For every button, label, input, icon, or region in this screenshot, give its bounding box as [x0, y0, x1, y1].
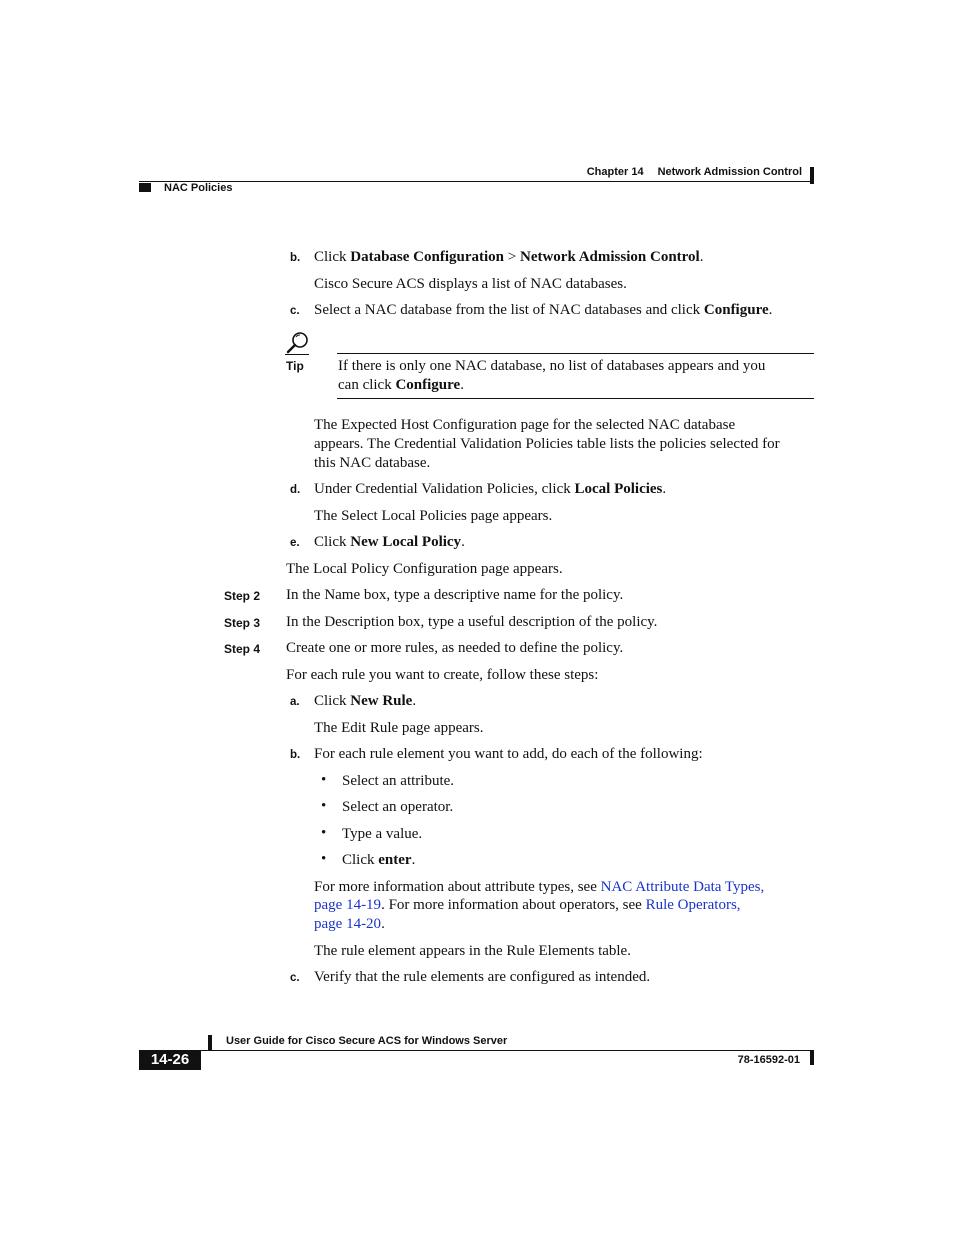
footer-right-bar	[810, 1051, 814, 1065]
link-page-14-19[interactable]: page 14-19	[314, 897, 382, 913]
rule-element-appears: The rule element appears in the Rule Elements table.	[314, 943, 631, 959]
expected-config-line1: The Expected Host Configuration page for the selected NAC database	[314, 417, 736, 433]
step-4-text: Create one or more rules, as needed to define the policy.	[286, 640, 624, 656]
tip-rule-top	[337, 353, 814, 354]
menu-path-database-configuration: Database Configuration	[350, 249, 505, 265]
step-label-c: c.	[290, 305, 300, 317]
substep-label-b: b.	[290, 749, 301, 761]
link-rule-operators[interactable]: Rule Operators,	[645, 897, 741, 913]
header-section: NAC Policies	[164, 182, 233, 194]
link-page-14-20[interactable]: page 14-20	[314, 916, 382, 932]
header-marker	[139, 183, 151, 192]
tip-rule-bottom	[337, 398, 814, 399]
footer-rule	[139, 1050, 814, 1051]
instruction-c: Select a NAC database from the list of NAC databases and click Configure.	[314, 302, 773, 318]
instruction-e: Click New Local Policy.	[314, 534, 465, 550]
bullet-2-glyph: •	[321, 798, 327, 814]
expected-config-line2: appears. The Credential Validation Policies table lists the policies selected for	[314, 436, 780, 452]
tip-text-line1: If there is only one NAC database, no list of databases appears and you	[338, 358, 766, 374]
substep-label-a: a.	[290, 696, 300, 708]
more-info-line1: For more information about attribute types, see NAC Attribute Data Types,	[314, 879, 765, 895]
header-rule	[139, 181, 814, 182]
more-info-line2: page 14-19. For more information about operators, see Rule Operators,	[314, 897, 741, 913]
instruction-d: Under Credential Validation Policies, click Local Policies.	[314, 481, 667, 497]
expected-config-line3: this NAC database.	[314, 455, 431, 471]
link-nac-attribute-data-types[interactable]: NAC Attribute Data Types,	[600, 879, 765, 895]
result-b: Cisco Secure ACS displays a list of NAC databases.	[314, 276, 627, 292]
result-a: The Edit Rule page appears.	[314, 720, 484, 736]
step-label-d: d.	[290, 484, 301, 496]
footer-left-bar	[208, 1035, 212, 1051]
step-label-e: e.	[290, 537, 300, 549]
header-chapter	[560, 166, 802, 178]
more-info-line3: page 14-20.	[314, 916, 385, 932]
tip-icon-underline	[285, 354, 309, 355]
instruction-b2: For each rule element you want to add, do each of the following:	[314, 746, 703, 762]
step-2-label: Step 2	[224, 589, 261, 603]
instruction-a: Click New Rule.	[314, 693, 417, 709]
bullet-3-text: Type a value.	[342, 826, 423, 842]
bullet-3-glyph: •	[321, 825, 327, 841]
result-d: The Select Local Policies page appears.	[314, 508, 553, 524]
footer-guide-title: User Guide for Cisco Secure ACS for Windows Server	[226, 1035, 508, 1047]
footer-page-number: 14-26	[139, 1050, 201, 1070]
substep-label-c: c.	[290, 972, 300, 984]
magnifying-glass-icon	[285, 330, 311, 356]
bullet-4-glyph: •	[321, 851, 327, 867]
header-chapter-number: Chapter 14	[586, 166, 644, 178]
menu-path-network-admission-control: Network Admission Control	[519, 249, 700, 265]
bullet-1-text: Select an attribute.	[342, 773, 455, 789]
step-label-b: b.	[290, 252, 301, 264]
footer-doc-number: 78-16592-01	[737, 1054, 800, 1066]
step-4-label: Step 4	[224, 642, 261, 656]
bullet-4-text: Click enter.	[342, 852, 416, 868]
bullet-2-text: Select an operator.	[342, 799, 454, 815]
instruction-b: Click Database Configuration > Network Admission Control.	[314, 249, 704, 265]
step-3-text: In the Description box, type a useful description of the policy.	[286, 614, 658, 630]
for-each-rule: For each rule you want to create, follow these steps:	[286, 667, 599, 683]
instruction-c2: Verify that the rule elements are configured as intended.	[314, 969, 651, 985]
header-chapter-title: Network Admission Control	[657, 166, 802, 178]
tip-text-line2: can click Configure.	[338, 377, 464, 393]
tip-label: Tip	[286, 359, 304, 373]
bullet-1-glyph: •	[321, 772, 327, 788]
step-3-label: Step 3	[224, 616, 261, 630]
local-policy-config-result: The Local Policy Configuration page appears.	[286, 561, 563, 577]
step-2-text: In the Name box, type a descriptive name for the policy.	[286, 587, 624, 603]
